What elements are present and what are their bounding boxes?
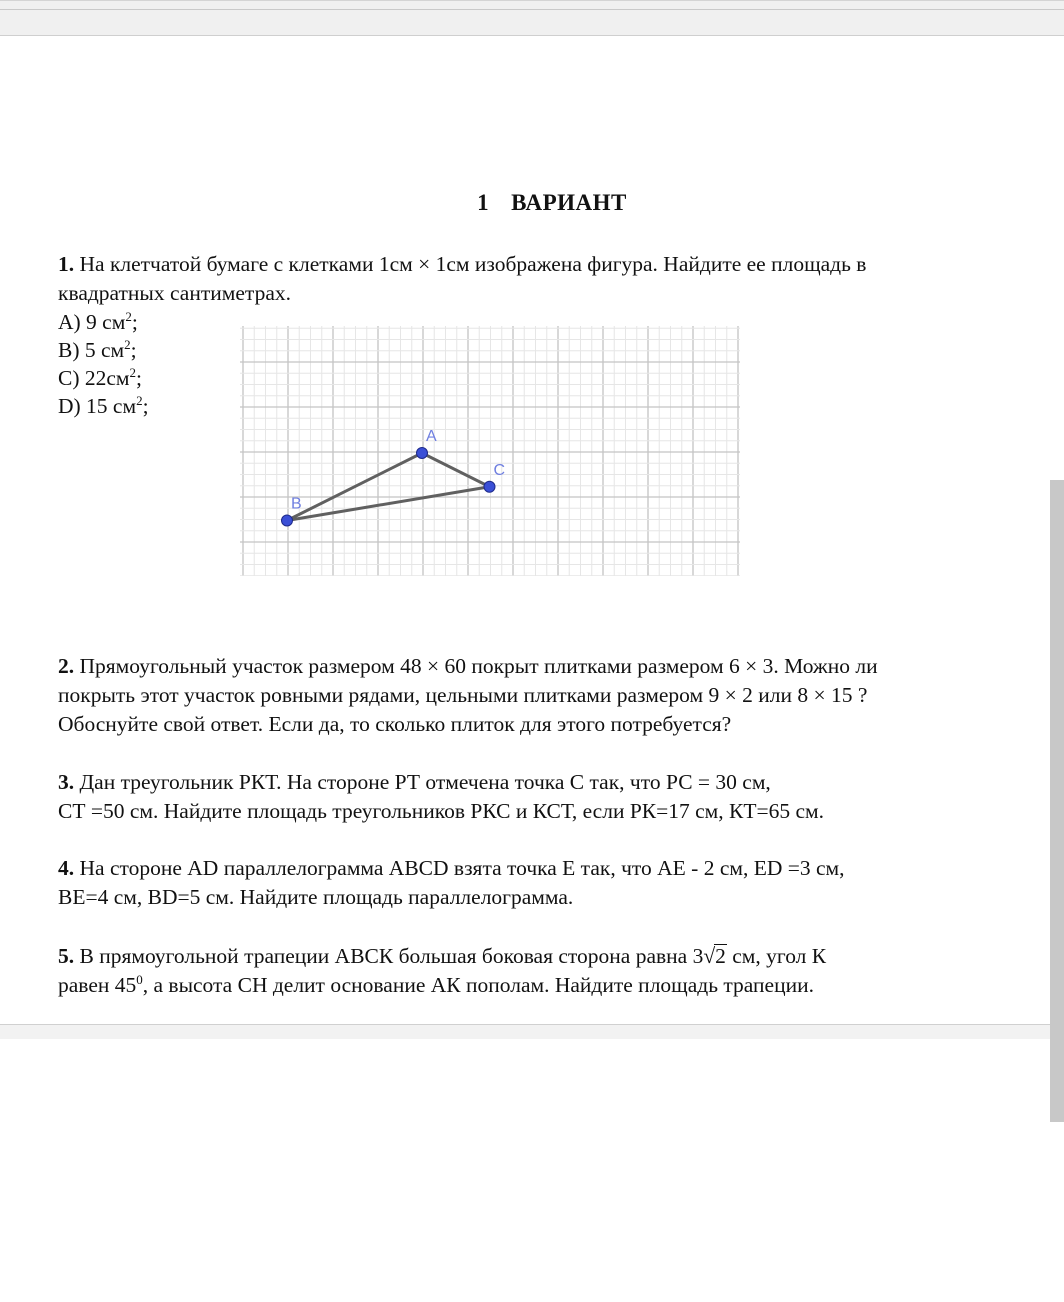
task-4-text-1: На стороне AD параллелограмма ABCD взята точка Е так, что АЕ - 2 см, ED =3 см, (79, 856, 845, 880)
answer-option-d (58, 392, 149, 420)
variant-number: 1 (477, 190, 490, 215)
answer-a-suffix: ; (131, 310, 138, 334)
task-5-number: 5. (58, 944, 75, 968)
sqrt-radicand: 2 (715, 944, 726, 968)
answer-option-a (58, 308, 149, 336)
toolbar-divider (0, 9, 1064, 10)
answer-c-suffix: ; (136, 366, 143, 390)
point-label-c: C (493, 461, 506, 479)
task-4 (58, 854, 1038, 912)
answer-d-text: D) 15 см (58, 394, 137, 418)
task-5 (58, 942, 1038, 1000)
top-toolbar (0, 0, 1064, 36)
task-5-text-1a: В прямоугольной трапеции АВСК большая боковая сторона равна 3 (79, 944, 704, 968)
task-3-number: 3. (58, 770, 75, 794)
task-5-line-2 (58, 971, 1038, 1000)
task-2-line-2: покрыть этот участок ровными рядами, цельными плитками размером 9 × 2 или 8 × 15 ? (58, 683, 868, 707)
task-3-text-1: Дан треугольник РКТ. На стороне РТ отмечена точка С так, что РС = 30 см, (79, 770, 771, 794)
answer-c-exponent: 2 (129, 365, 137, 380)
point-label-b: B (291, 495, 302, 513)
answer-d-suffix: ; (142, 394, 149, 418)
task-3-line-1 (58, 768, 1038, 797)
triangle-side-CB (287, 487, 490, 521)
answer-a-text: А) 9 см (58, 310, 126, 334)
sqrt-sign: √ (703, 944, 716, 968)
task-4-line-1 (58, 854, 1038, 883)
task-5-text-2b: , а высота СН делит основание АК пополам. Найдите площадь трапеции. (142, 973, 814, 997)
task-1-text-1: На клетчатой бумаге с клетками 1см × 1см изображена фигура. Найдите ее площадь в (79, 252, 867, 276)
task-2-line-3: Обоснуйте свой ответ. Если да, то сколько плиток для этого потребуется? (58, 712, 732, 736)
answer-b-exponent: 2 (124, 337, 131, 352)
point-b (282, 515, 293, 526)
answer-b-suffix: ; (130, 338, 137, 362)
answer-option-b (58, 336, 149, 364)
task-1-number: 1. (58, 252, 75, 276)
task-1-line-1 (58, 250, 1038, 279)
answer-d-exponent: 2 (136, 393, 143, 408)
variant-label: ВАРИАНТ (511, 190, 627, 215)
task-3 (58, 768, 1038, 826)
task-5-text-2a: равен 45 (58, 973, 137, 997)
answer-options (58, 308, 149, 420)
task-5-text-1b: см, угол К (726, 944, 827, 968)
task-2-text-1: Прямоугольный участок размером 48 × 60 покрыт плитками размером 6 × 3. Можно ли (79, 654, 878, 678)
point-c (484, 481, 495, 492)
task-4-number: 4. (58, 856, 75, 880)
page-bottom-edge (0, 1024, 1064, 1039)
degree-exponent: 0 (136, 972, 143, 987)
grid-lines (240, 326, 740, 576)
grid-triangle-figure (240, 326, 740, 576)
variant-heading (0, 190, 1064, 216)
task-1 (58, 250, 1038, 308)
task-1-line-2: квадратных сантиметрах. (58, 281, 291, 305)
task-2-line-1 (58, 652, 1038, 681)
answer-option-c (58, 364, 149, 392)
vertical-scrollbar[interactable] (1050, 480, 1064, 1122)
answer-c-text: С) 22см (58, 366, 130, 390)
task-4-line-2: ВЕ=4 см, BD=5 см. Найдите площадь параллелограмма. (58, 885, 574, 909)
point-a (417, 448, 428, 459)
task-2-number: 2. (58, 654, 75, 678)
answer-a-exponent: 2 (125, 309, 132, 324)
task-2 (58, 652, 1038, 739)
point-label-a: A (426, 428, 437, 445)
task-5-line-1 (58, 942, 1038, 971)
answer-b-text: В) 5 см (58, 338, 125, 362)
task-3-line-2: СТ =50 см. Найдите площадь треугольников РКС и КСТ, если РК=17 см, КТ=65 см. (58, 799, 825, 823)
